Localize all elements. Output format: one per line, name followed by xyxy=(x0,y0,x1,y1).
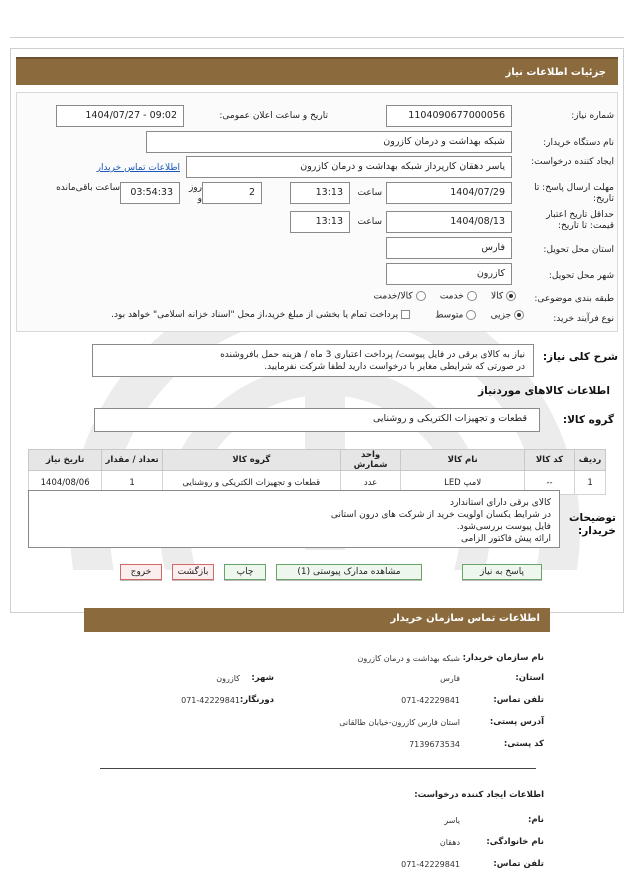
creator-phone-label: تلفن تماس: xyxy=(493,859,544,869)
buyer-contact-link[interactable]: اطلاعات تماس خریدار xyxy=(96,163,180,173)
buyer-org-label: نام دستگاه خریدار: xyxy=(543,138,614,148)
summary-line-2: در صورتی که شرایطی مغایر با درخواست دارید لطفا شرکت نفرمایید. xyxy=(264,362,525,372)
buyer-notes-label: توضیحات خریدار: xyxy=(568,512,616,537)
summary-line-1: نیاز به کالای برقی در فایل پیوست/ پرداخت اعتباری 3 ماه / هزینه حمل بافروشنده xyxy=(220,350,525,360)
payment-treasury-row xyxy=(50,310,410,324)
process-option-minor: جزیی xyxy=(490,310,512,321)
category-radio-group xyxy=(340,291,516,305)
reply-button[interactable]: پاسخ به نیاز xyxy=(462,564,542,580)
contact-city-value: کازرون xyxy=(216,674,240,683)
deadline-time-label: ساعت xyxy=(357,188,382,198)
back-button[interactable]: بازگشت xyxy=(172,564,214,580)
need-number-label: شماره نیاز: xyxy=(571,111,614,121)
process-label: نوع فرآیند خرید: xyxy=(553,314,614,324)
creator-family-value: دهقان xyxy=(439,838,460,847)
creator-name-label: نام: xyxy=(527,815,544,825)
goods-group-field: قطعات و تجهیزات الکتریکی و روشنایی xyxy=(94,408,540,432)
col-qty: تعداد / مقدار xyxy=(102,450,163,471)
goods-section-title: اطلاعات کالاهای موردنیاز xyxy=(478,385,610,397)
process-radio-group xyxy=(428,310,524,324)
contact-province-value: فارس xyxy=(440,674,460,683)
category-option-both: کالا/خدمت xyxy=(373,291,413,302)
contact-fax-value: 071-42229841 xyxy=(181,696,240,705)
remaining-label: ساعت باقی‌مانده xyxy=(56,183,120,193)
creator-field: یاسر دهقان کارپرداز شبکه بهداشت و درمان کازرون xyxy=(186,156,512,178)
contact-divider xyxy=(100,768,536,769)
summary-box xyxy=(92,344,534,377)
remaining-time-field: 03:54:33 xyxy=(120,182,180,204)
contact-org-label: نام سازمان خریدار: xyxy=(462,653,544,663)
need-number-field: 1104090677000056 xyxy=(386,105,512,127)
city-label: شهر محل تحویل: xyxy=(548,271,614,281)
page-title: جزئیات اطلاعات نیاز xyxy=(16,57,618,85)
contact-phone-value: 071-42229841 xyxy=(401,696,460,705)
creator-info-title: اطلاعات ایجاد کننده درخواست: xyxy=(414,790,544,800)
validity-time-field: 13:13 xyxy=(290,211,350,233)
col-date: تاریخ نیاز xyxy=(29,450,102,471)
buyer-note-4: ارائه پیش فاکتور الزامی xyxy=(460,534,551,544)
contact-fax-label: دورنگار: xyxy=(239,695,274,705)
goods-group-label: گروه کالا: xyxy=(562,414,614,426)
contact-phone-label: تلفن تماس: xyxy=(493,695,544,705)
category-radio-service[interactable] xyxy=(467,291,477,301)
cell-unit: عدد xyxy=(340,471,401,495)
view-attachments-button[interactable]: مشاهده مدارک پیوستی (1) xyxy=(276,564,422,580)
buyer-org-field: شبکه بهداشت و درمان کازرون xyxy=(146,131,512,153)
creator-label: ایجاد کننده درخواست: xyxy=(531,157,614,167)
days-remaining-field: 2 xyxy=(202,182,262,204)
contact-address-value: استان فارس کازرون-خیابان طالقانی xyxy=(339,718,460,727)
print-button[interactable]: چاپ xyxy=(224,564,266,580)
province-field: فارس xyxy=(386,237,512,259)
summary-label: شرح کلی نیاز: xyxy=(542,351,618,363)
validity-time-label: ساعت xyxy=(357,217,382,227)
buyer-notes-box xyxy=(28,490,560,548)
col-row: ردیف xyxy=(575,450,606,471)
deadline-date-field: 1404/07/29 xyxy=(386,182,512,204)
cell-date: 1404/08/06 xyxy=(29,471,102,495)
category-label: طبقه بندی موضوعی: xyxy=(534,294,614,304)
contact-province-label: استان: xyxy=(515,673,544,683)
province-label: استان محل تحویل: xyxy=(543,245,614,255)
creator-name-value: یاسر xyxy=(444,816,460,825)
cell-qty: 1 xyxy=(102,471,163,495)
payment-treasury-checkbox[interactable] xyxy=(401,310,410,319)
city-field: کازرون xyxy=(386,263,512,285)
validity-date-field: 1404/08/13 xyxy=(386,211,512,233)
buyer-note-1: کالای برقی دارای استاندارد xyxy=(449,498,551,508)
category-option-service: خدمت xyxy=(439,291,464,302)
goods-table-header xyxy=(29,450,606,471)
buyer-note-2: در شرایط یکسان اولویت خرید از شرکت های درون استانی xyxy=(330,510,551,520)
creator-phone-value: 071-42229841 xyxy=(401,860,460,869)
buyer-note-3: فایل پیوست بررسی‌شود. xyxy=(456,522,551,532)
contact-address-label: آدرس پستی: xyxy=(489,717,544,727)
contact-postal-label: کد پستی: xyxy=(503,739,544,749)
days-label: روز و xyxy=(188,183,202,204)
col-group: گروه کالا xyxy=(162,450,340,471)
payment-treasury-note: پرداخت تمام یا بخشی از مبلغ خرید،از محل "اسناد خزانه اسلامی" خواهد بود. xyxy=(111,310,399,320)
top-divider xyxy=(10,37,624,38)
contact-postal-value: 7139673534 xyxy=(409,740,460,749)
goods-table xyxy=(28,449,606,495)
contact-city-label: شهر: xyxy=(251,673,274,683)
announce-field: 1404/07/27 - 09:02 xyxy=(56,105,184,127)
process-option-medium: متوسط xyxy=(435,310,464,321)
validity-label: حداقل تاریخ اعتبار قیمت: تا تاریخ: xyxy=(546,210,614,231)
cell-row: 1 xyxy=(575,471,606,495)
exit-button[interactable]: خروج xyxy=(120,564,162,580)
cell-name: لامپ LED xyxy=(401,471,524,495)
contact-section-title: اطلاعات تماس سازمان خریدار xyxy=(84,608,550,632)
category-radio-goods[interactable] xyxy=(506,291,516,301)
category-radio-both[interactable] xyxy=(416,291,426,301)
cell-code: -- xyxy=(524,471,574,495)
deadline-label: مهلت ارسال پاسخ: تا تاریخ: xyxy=(534,183,614,204)
col-unit: واحد شمارش xyxy=(340,450,401,471)
col-code: کد کالا xyxy=(524,450,574,471)
process-radio-medium[interactable] xyxy=(466,310,476,320)
creator-family-label: نام خانوادگی: xyxy=(486,837,544,847)
announce-label: تاریخ و ساعت اعلان عمومی: xyxy=(219,111,328,121)
category-option-goods: کالا xyxy=(490,291,504,302)
contact-org-value: شبکه بهداشت و درمان کازرون xyxy=(357,654,460,663)
col-name: نام کالا xyxy=(401,450,524,471)
cell-group: قطعات و تجهیزات الکتریکی و روشنایی xyxy=(162,471,340,495)
process-radio-minor[interactable] xyxy=(514,310,524,320)
deadline-time-field: 13:13 xyxy=(290,182,350,204)
